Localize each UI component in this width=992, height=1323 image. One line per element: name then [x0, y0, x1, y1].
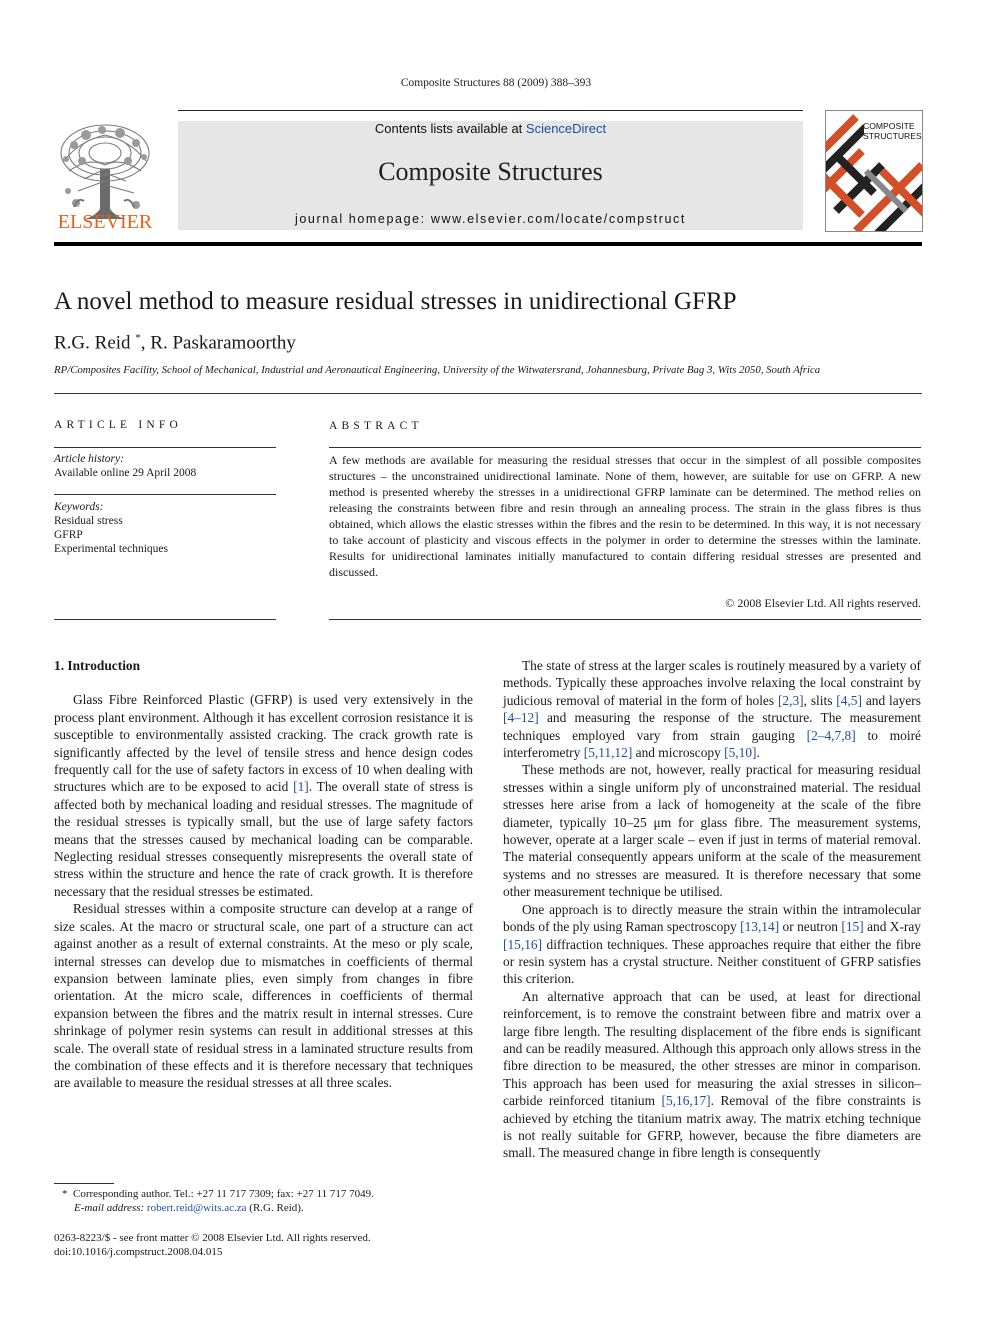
paragraph: These methods are not, however, really practical for measuring residual stresses within a single uniform ply of unconstrained material. The residual stresses here arise from a lack of homogeneity at the scale of the fibre diameter, typically 10–25 μm for glass fibre. The measurement systems, however, operate at a larger scale – even if just in terms of material removal. The material consequently appears uniform at the scale of the measurement systems and no stresses are measured. It is therefore necessary that some other measurement technique be utilised. [503, 762, 921, 900]
abstract-text: A few methods are available for measuring the residual stresses that occur in the simplest of all possible composites structures – the unconstrained unidirectional laminate. None of them, however, are suitable for use on GFRP. A new method is presented whereby the stresses in a unidirectional GFRP laminate can be determined. The method relies on releasing the constraints between fibre and resin through an annealing process. The strain in the glass fibres is thus obtained, which allows the elastic stresses within the fibres and the resin to be determined. In this way, it is not necessary to take account of plasticity and viscous effects in the polymer in order to determine the stresses within the laminate. Results for unidirectional laminates initially manufactured to contain differing residual stresses are presented and discussed. [329, 453, 921, 579]
footnote-rule [54, 1183, 114, 1184]
email-suffix: (R.G. Reid). [249, 1202, 304, 1214]
text-run: . [756, 745, 760, 761]
footnote-line [54, 1187, 473, 1201]
info-divider [54, 447, 276, 448]
keyword-item: GFRP [54, 529, 83, 541]
footnote [54, 1187, 473, 1215]
body-right-column [503, 657, 921, 1162]
front-matter-info [54, 1231, 554, 1259]
article-history [54, 452, 276, 480]
footnote-mark: * [62, 1188, 68, 1200]
text-run: The state of stress at the larger scales is routinely measured by a variety of methods. Typically these approaches involve relaxing the local constraint by judicious removal of material in the form of holes [503, 658, 921, 708]
journal-citation: Composite Structures 88 (2009) 388–393 [400, 77, 592, 89]
abstract-copyright: © 2008 Elsevier Ltd. All rights reserved. [725, 596, 921, 610]
body-left-column [54, 657, 473, 1092]
author-name: R.G. Reid [54, 332, 131, 354]
paragraph [503, 657, 921, 761]
doi-line[interactable]: doi:10.1016/j.compstruct.2008.04.015 [54, 1246, 223, 1258]
paragraph [503, 988, 921, 1162]
paragraph [54, 691, 473, 900]
cover-title [863, 121, 922, 141]
text-run: An alternative approach that can be used, at least for directional reinforcement, is to remove the constraint between fibre and matrix over a large fibre length. The resulting displacement of the fibre ends is significant and can be readily measured. Although this approach only allows stress in the fibre direction to be measured, the other stresses are minor in comparison. This approach has been used for measuring the axial stresses in silicon–carbide reinforced titanium [503, 988, 921, 1109]
abstract-divider [329, 619, 921, 620]
history-value: Available online 29 April 2008 [54, 467, 197, 479]
paragraph [503, 901, 921, 988]
text-run: and layers [861, 692, 921, 708]
info-divider [54, 619, 276, 620]
text-run: and measuring the response of the structure. The measurement techniques employed vary from strain gauging [503, 710, 921, 743]
journal-title: Composite Structures [378, 157, 603, 186]
author-list [54, 332, 296, 354]
info-divider [54, 494, 276, 495]
text-run: to moiré interferometry [503, 727, 921, 761]
corresponding-author-mark[interactable]: * [135, 332, 141, 344]
sciencedirect-link[interactable]: ScienceDirect [525, 121, 607, 136]
journal-homepage[interactable]: journal homepage: www.elsevier.com/locate/compstruct [295, 212, 686, 226]
keyword-item: Residual stress [54, 515, 123, 527]
contents-line [178, 121, 803, 136]
citation-link[interactable]: [4–12] [503, 710, 539, 726]
journal-cover [825, 110, 923, 232]
header-thick-rule [54, 242, 922, 246]
affiliation: RP/Composites Facility, School of Mechanical, Industrial and Aeronautical Engineering, University of the Witwatersrand, Johannesburg, Private Bag 3, Wits 2050, South Africa [54, 364, 821, 376]
title-divider [54, 393, 922, 394]
text-run: . The overall state of stress is affected both by mechanical loading and residual stresses. The magnitude of the residual stresses is typically small, but the use of large safety factors means that the stresses caused by mechanical loading can be comparable. Neglecting residual stresses consequently misrepresents the overall state of stress within the structure and hence the rate of crack growth. It is therefore necessary that the residual stresses be estimated. [54, 779, 473, 899]
author-name: R. Paskaramoorthy [150, 332, 296, 354]
elsevier-wordmark: ELSEVIER [57, 211, 153, 233]
keywords-label: Keywords: [54, 501, 104, 513]
citation-link[interactable]: [15,16] [503, 936, 543, 952]
section-heading: 1. Introduction [54, 658, 141, 673]
paper-title: A novel method to measure residual stresses in unidirectional GFRP [54, 288, 737, 315]
citation-link[interactable]: [2,3] [777, 692, 804, 708]
citation-link[interactable]: [2–4,7,8] [806, 727, 856, 743]
text-run: diffraction techniques. These approaches require that either the fibre or resin system has a crystal structure. Neither constituent of GFRP satisfies this criterion. [503, 936, 921, 987]
text-run: or neutron [779, 919, 842, 935]
cover-title-line: COMPOSITE [863, 121, 915, 131]
citation-link[interactable]: [13,14] [740, 919, 780, 935]
citation-link[interactable]: [4,5] [836, 692, 862, 708]
article-info-heading: ARTICLE INFO [54, 419, 182, 431]
keyword-item: Experimental techniques [54, 543, 169, 555]
citation-link[interactable]: [15] [841, 919, 864, 935]
abstract-divider [329, 447, 921, 448]
email-label: E-mail address: [74, 1202, 145, 1214]
citation-link[interactable]: [5,10] [724, 745, 757, 761]
footnote-corresponding: Corresponding author. Tel.: +27 11 717 7309; fax: +27 11 717 7049. [73, 1188, 374, 1200]
journal-banner [178, 121, 803, 230]
text-run: and X-ray [863, 919, 922, 935]
paragraph: Residual stresses within a composite structure can develop at a range of size scales. At the macro or structural scale, one part of a structure can act against another as a result of external constraints. At the meso or ply scale, internal stresses can develop due to mismatches in coefficients of thermal expansion between laminate plies, even simply from changes in fibre orientation. At the micro scale, differences in coefficients of thermal expansion between the fibres and the matrix result in internal stresses. Cure shrinkage of polymer resin systems can result in additional stresses at this scale. The overall state of residual stress in a laminated structure results from the combination of these effects and it is therefore necessary that techniques are available to measure the residual stresses at all three scales. [54, 901, 473, 1091]
text-run: One approach is to directly measure the strain within the intramolecular bonds of the ply using Raman spectroscopy [503, 901, 921, 935]
text-run: Glass Fibre Reinforced Plastic (GFRP) is used very extensively in the process plant environment. Although it has excellent corrosion resistance it is susceptible to environmentally assisted cracking. The crack growth rate is significantly affected by the level of tensile stress and hence design codes frequently call for the use of safety factors in excess of 10 when dealing with structures which are to be exposed to acid [54, 692, 473, 795]
footnote-line [54, 1201, 473, 1215]
text-run: . Removal of the fibre constraints is achieved by etching the titanium matrix away. The matrix etching technique is not really suitable for GFRP, however, because the fibre diameters are small. The measured change in fibre length is consequently [503, 1093, 921, 1161]
issn-line: 0263-8223/$ - see front matter © 2008 Elsevier Ltd. All rights reserved. [54, 1232, 371, 1244]
keywords-block [54, 500, 276, 556]
cover-title-line: STRUCTURES [863, 131, 922, 141]
citation-link[interactable]: [5,16,17] [661, 1093, 711, 1109]
text-run: and microscopy [632, 745, 725, 761]
header-rule [178, 110, 803, 111]
history-label: Article history: [54, 453, 124, 465]
citation-link[interactable]: [5,11,12] [583, 745, 633, 761]
text-run: , slits [803, 692, 837, 708]
contents-prefix: Contents lists available at [374, 121, 526, 136]
email-link[interactable]: robert.reid@wits.ac.za [146, 1202, 247, 1214]
author-separator: , [140, 332, 151, 354]
citation-link[interactable]: [1] [293, 779, 309, 795]
abstract-heading: ABSTRACT [329, 420, 423, 432]
